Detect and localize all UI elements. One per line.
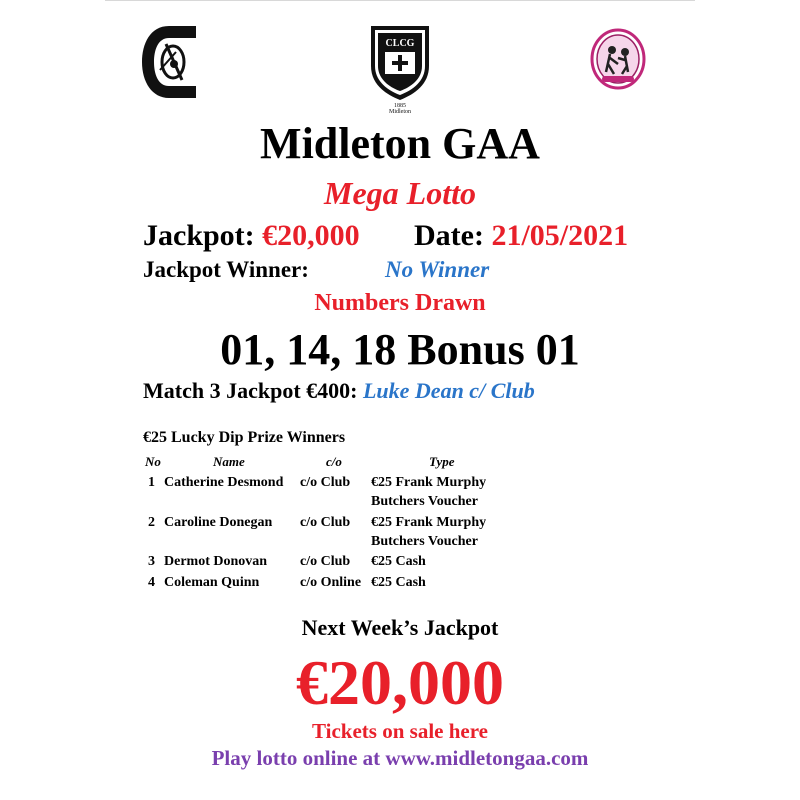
lucky-dip-heading: €25 Lucky Dip Prize Winners: [143, 429, 346, 446]
jackpot-label: Jackpot:: [143, 219, 255, 252]
col-header-co: c/o: [326, 454, 342, 469]
crest-place: Midleton: [389, 109, 411, 114]
row-2-no: 2: [148, 515, 155, 530]
crest-letters: CLCG: [385, 38, 415, 49]
col-header-no: No: [145, 454, 161, 469]
match3-line: [143, 378, 535, 404]
jackpot-value: €20,000: [262, 219, 360, 252]
row-2-type-2: Butchers Voucher: [371, 534, 478, 549]
row-2-co: c/o Club: [300, 515, 351, 530]
club-crest-logo: [365, 22, 435, 114]
row-3-co: c/o Club: [300, 554, 351, 569]
camogie-logo: [138, 22, 200, 102]
date-value: 21/05/2021: [491, 219, 629, 252]
jackpot-line: [143, 219, 360, 253]
row-4-no: 4: [148, 575, 155, 590]
crest-year: 1885: [394, 103, 406, 109]
page-title: Midleton GAA: [260, 119, 540, 168]
match3-label: Match 3 Jackpot €400:: [143, 378, 358, 403]
date-line: [414, 219, 628, 253]
next-week-heading: Next Week’s Jackpot: [301, 615, 499, 640]
date-label: Date:: [414, 219, 484, 252]
row-3-name: Dermot Donovan: [164, 554, 268, 569]
row-3-type-1: €25 Cash: [371, 554, 426, 569]
jackpot-winner-label: Jackpot Winner:: [143, 257, 309, 282]
next-week-amount: €20,000: [296, 647, 504, 718]
jackpot-winner-value: No Winner: [385, 257, 490, 282]
row-2-type-1: €25 Frank Murphy: [371, 515, 487, 530]
row-3-no: 3: [148, 554, 155, 569]
numbers-drawn: 01, 14, 18 Bonus 01: [220, 325, 580, 374]
row-4-name: Coleman Quinn: [164, 575, 260, 590]
row-1-type-1: €25 Frank Murphy: [371, 475, 487, 490]
row-4-co: c/o Online: [300, 575, 362, 590]
online-lotto-link[interactable]: Play lotto online at www.midletongaa.com: [211, 746, 589, 770]
match3-winner: Luke Dean c/ Club: [362, 378, 535, 403]
lotto-subtitle: Mega Lotto: [324, 175, 476, 211]
tickets-notice: Tickets on sale here: [312, 719, 488, 743]
row-1-name: Catherine Desmond: [164, 475, 284, 490]
row-1-type-2: Butchers Voucher: [371, 494, 478, 509]
row-1-no: 1: [148, 475, 155, 490]
numbers-drawn-heading: Numbers Drawn: [314, 290, 486, 316]
col-header-name: Name: [213, 454, 245, 469]
ladies-football-logo: [590, 28, 646, 90]
row-1-co: c/o Club: [300, 475, 351, 490]
col-header-type: Type: [429, 454, 455, 469]
row-2-name: Caroline Donegan: [164, 515, 273, 530]
row-4-type-1: €25 Cash: [371, 575, 426, 590]
